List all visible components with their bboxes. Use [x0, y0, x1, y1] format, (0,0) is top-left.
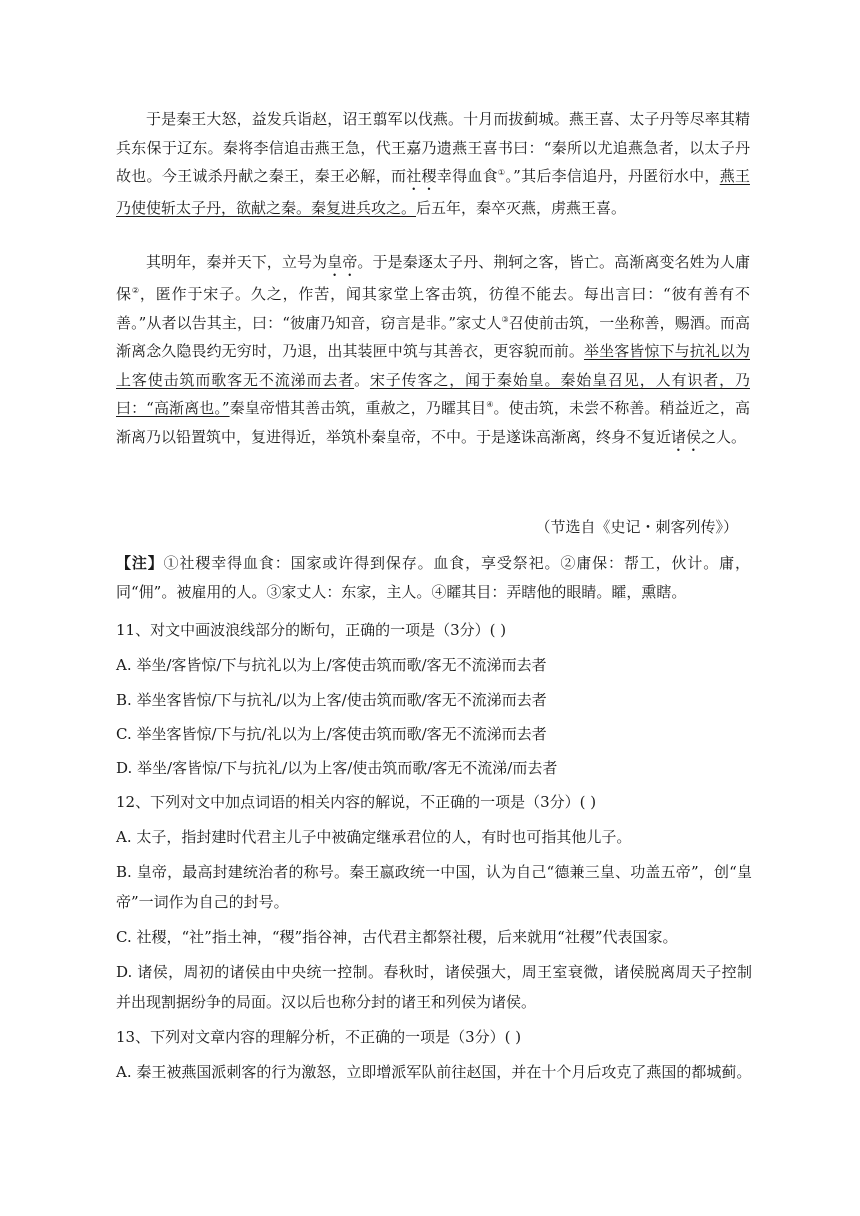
- question-12-option-b[interactable]: B. 皇帝，最高封建统治者的称号。秦王嬴政统一中国，认为自己“德兼三皇、功盖五帝”，创“皇帝”一词作为自己的封号。: [116, 863, 752, 911]
- dotted-term-huangdi: 皇帝: [327, 253, 358, 271]
- passage-source: （节选自《史记・刺客列传》）: [535, 518, 738, 536]
- notes-text: ①社稷幸得血食：国家或许得到保存。血食，享受祭祀。②庸保：帮工，伙计。庸，同“佣”。被雇用的人。③家丈人：东家，主人。④矐其目：弄瞎他的眼睛。矐，熏瞎。: [116, 554, 750, 601]
- question-12-option-d[interactable]: D. 诸侯，周初的诸侯由中央统一控制。春秋时，诸侯强大，周王室衰微，诸侯脱离周天子控制并出现割据纷争的局面。汉以后也称分封的诸王和列侯为诸侯。: [116, 963, 752, 1011]
- text-run: 。于是秦逐太子丹、荆轲之客，皆亡。高渐离变名姓为人庸保: [116, 253, 750, 303]
- footnote-marker-2: ②: [131, 286, 140, 295]
- text-run: 于是秦王大怒，益发兵诣赵，诏王翦军以伐燕。十月而拔蓟城。燕王喜、: [146, 110, 630, 128]
- passage-paragraph-1: [116, 105, 750, 223]
- dotted-term-sheji: 社稷: [406, 167, 437, 185]
- question-11-option-a[interactable]: A. 举坐/客皆惊/下与抗礼以为上/客使击筑而歌/客无不流涕而去者: [116, 656, 547, 674]
- question-12-option-c[interactable]: C. 社稷，“社”指土神，“稷”指谷神，古代君主都祭社稷，后来就用“社稷”代表国家。: [116, 928, 678, 946]
- text-run: 秦皇帝惜其善击筑，重赦之，乃矐其目: [229, 399, 487, 417]
- footnote-marker-3: ③: [501, 314, 509, 324]
- footnote-marker-4: ④: [486, 400, 494, 409]
- question-13-option-a[interactable]: A. 秦王被燕国派刺客的行为激怒，立即增派军队前往赵国，并在十个月后攻克了燕国的都城蓟。: [116, 1063, 752, 1081]
- text-run: ，匿作于宋子。久之，作苦，闻其家堂上客击筑，彷徨不能去。每出言曰：“彼有善有不善。”从者以告其主，曰：“彼庸乃知音，窃言是非。”家丈人: [116, 285, 750, 332]
- annotation-notes: [116, 549, 750, 606]
- wavy-underlined-sentence: 举坐客皆惊下与抗礼以为上客使击筑而歌客无不流涕而去者: [116, 342, 750, 389]
- text-run: 幸得血食: [436, 167, 498, 185]
- notes-label: 【注】: [116, 554, 164, 572]
- question-11-stem: 11、对文中画波浪线部分的断句，正确的一项是（3分）( ): [116, 621, 507, 639]
- text-run: 丹等尽率其精兵东保于辽东。秦将李信追击燕王急，代王嘉乃遗燕王喜书曰：“秦所以尤追燕急者，以太子丹故也。今王诚杀丹献之秦王，秦王必解，而: [116, 110, 750, 185]
- question-12-stem: 12、下列对文中加点词语的相关内容的解说，不正确的一项是（3分）( ): [116, 793, 597, 811]
- question-11-option-c[interactable]: C. 举坐客皆惊/下与抗/礼以为上/客使击筑而歌/客无不流涕而去者: [116, 725, 547, 743]
- text-run: 其明年，秦并天下，立号为: [146, 253, 328, 271]
- text-run: 。: [354, 370, 370, 389]
- question-11-option-d[interactable]: D. 举坐/客皆惊/下与抗礼/以为上客/使击筑而歌/客无不流涕/而去者: [116, 759, 558, 777]
- dotted-term-taizi: 太子: [629, 110, 660, 128]
- question-11-option-b[interactable]: B. 举坐客皆惊/下与抗礼/以为上客/使击筑而歌/客无不流涕而去者: [116, 691, 547, 709]
- question-13-stem: 13、下列对文章内容的理解分析，不正确的一项是（3分）( ): [116, 1028, 522, 1046]
- text-run: 。”其后李信追丹，丹匿衍水中，: [505, 167, 720, 185]
- underlined-sentence-2: 宋子传客之，闻于秦始皇。秦始皇召见，人有识者，乃曰：“高渐离也。”: [116, 370, 750, 417]
- dotted-term-zhuhou: 诸侯: [671, 427, 702, 446]
- question-12-option-a[interactable]: A. 太子，指封建时代君主儿子中被确定继承君位的人，有时也可指其他儿子。: [116, 828, 632, 846]
- text-run: 之人。: [701, 427, 747, 446]
- text-run: 召使前击筑，一坐称善，赐酒。而高渐离念久隐畏约无穷时，乃退，出其装匣中筑与其善衣，更容貌而前。: [116, 313, 750, 360]
- passage-paragraph-2: [116, 248, 750, 455]
- text-run: 。使击筑，未尝不称善。稍益近之，高渐离乃以铅置筑中，复进得近，举筑朴秦皇帝，不中。于是遂诛高渐离，终身不复近: [116, 399, 750, 446]
- underlined-sentence-1: 燕王乃使使斩太子丹，欲献之秦。秦复进兵攻之。: [116, 167, 750, 217]
- footnote-marker-1: ①: [497, 168, 506, 177]
- text-run: 后五年，秦卒灭燕，虏燕王喜。: [416, 199, 627, 217]
